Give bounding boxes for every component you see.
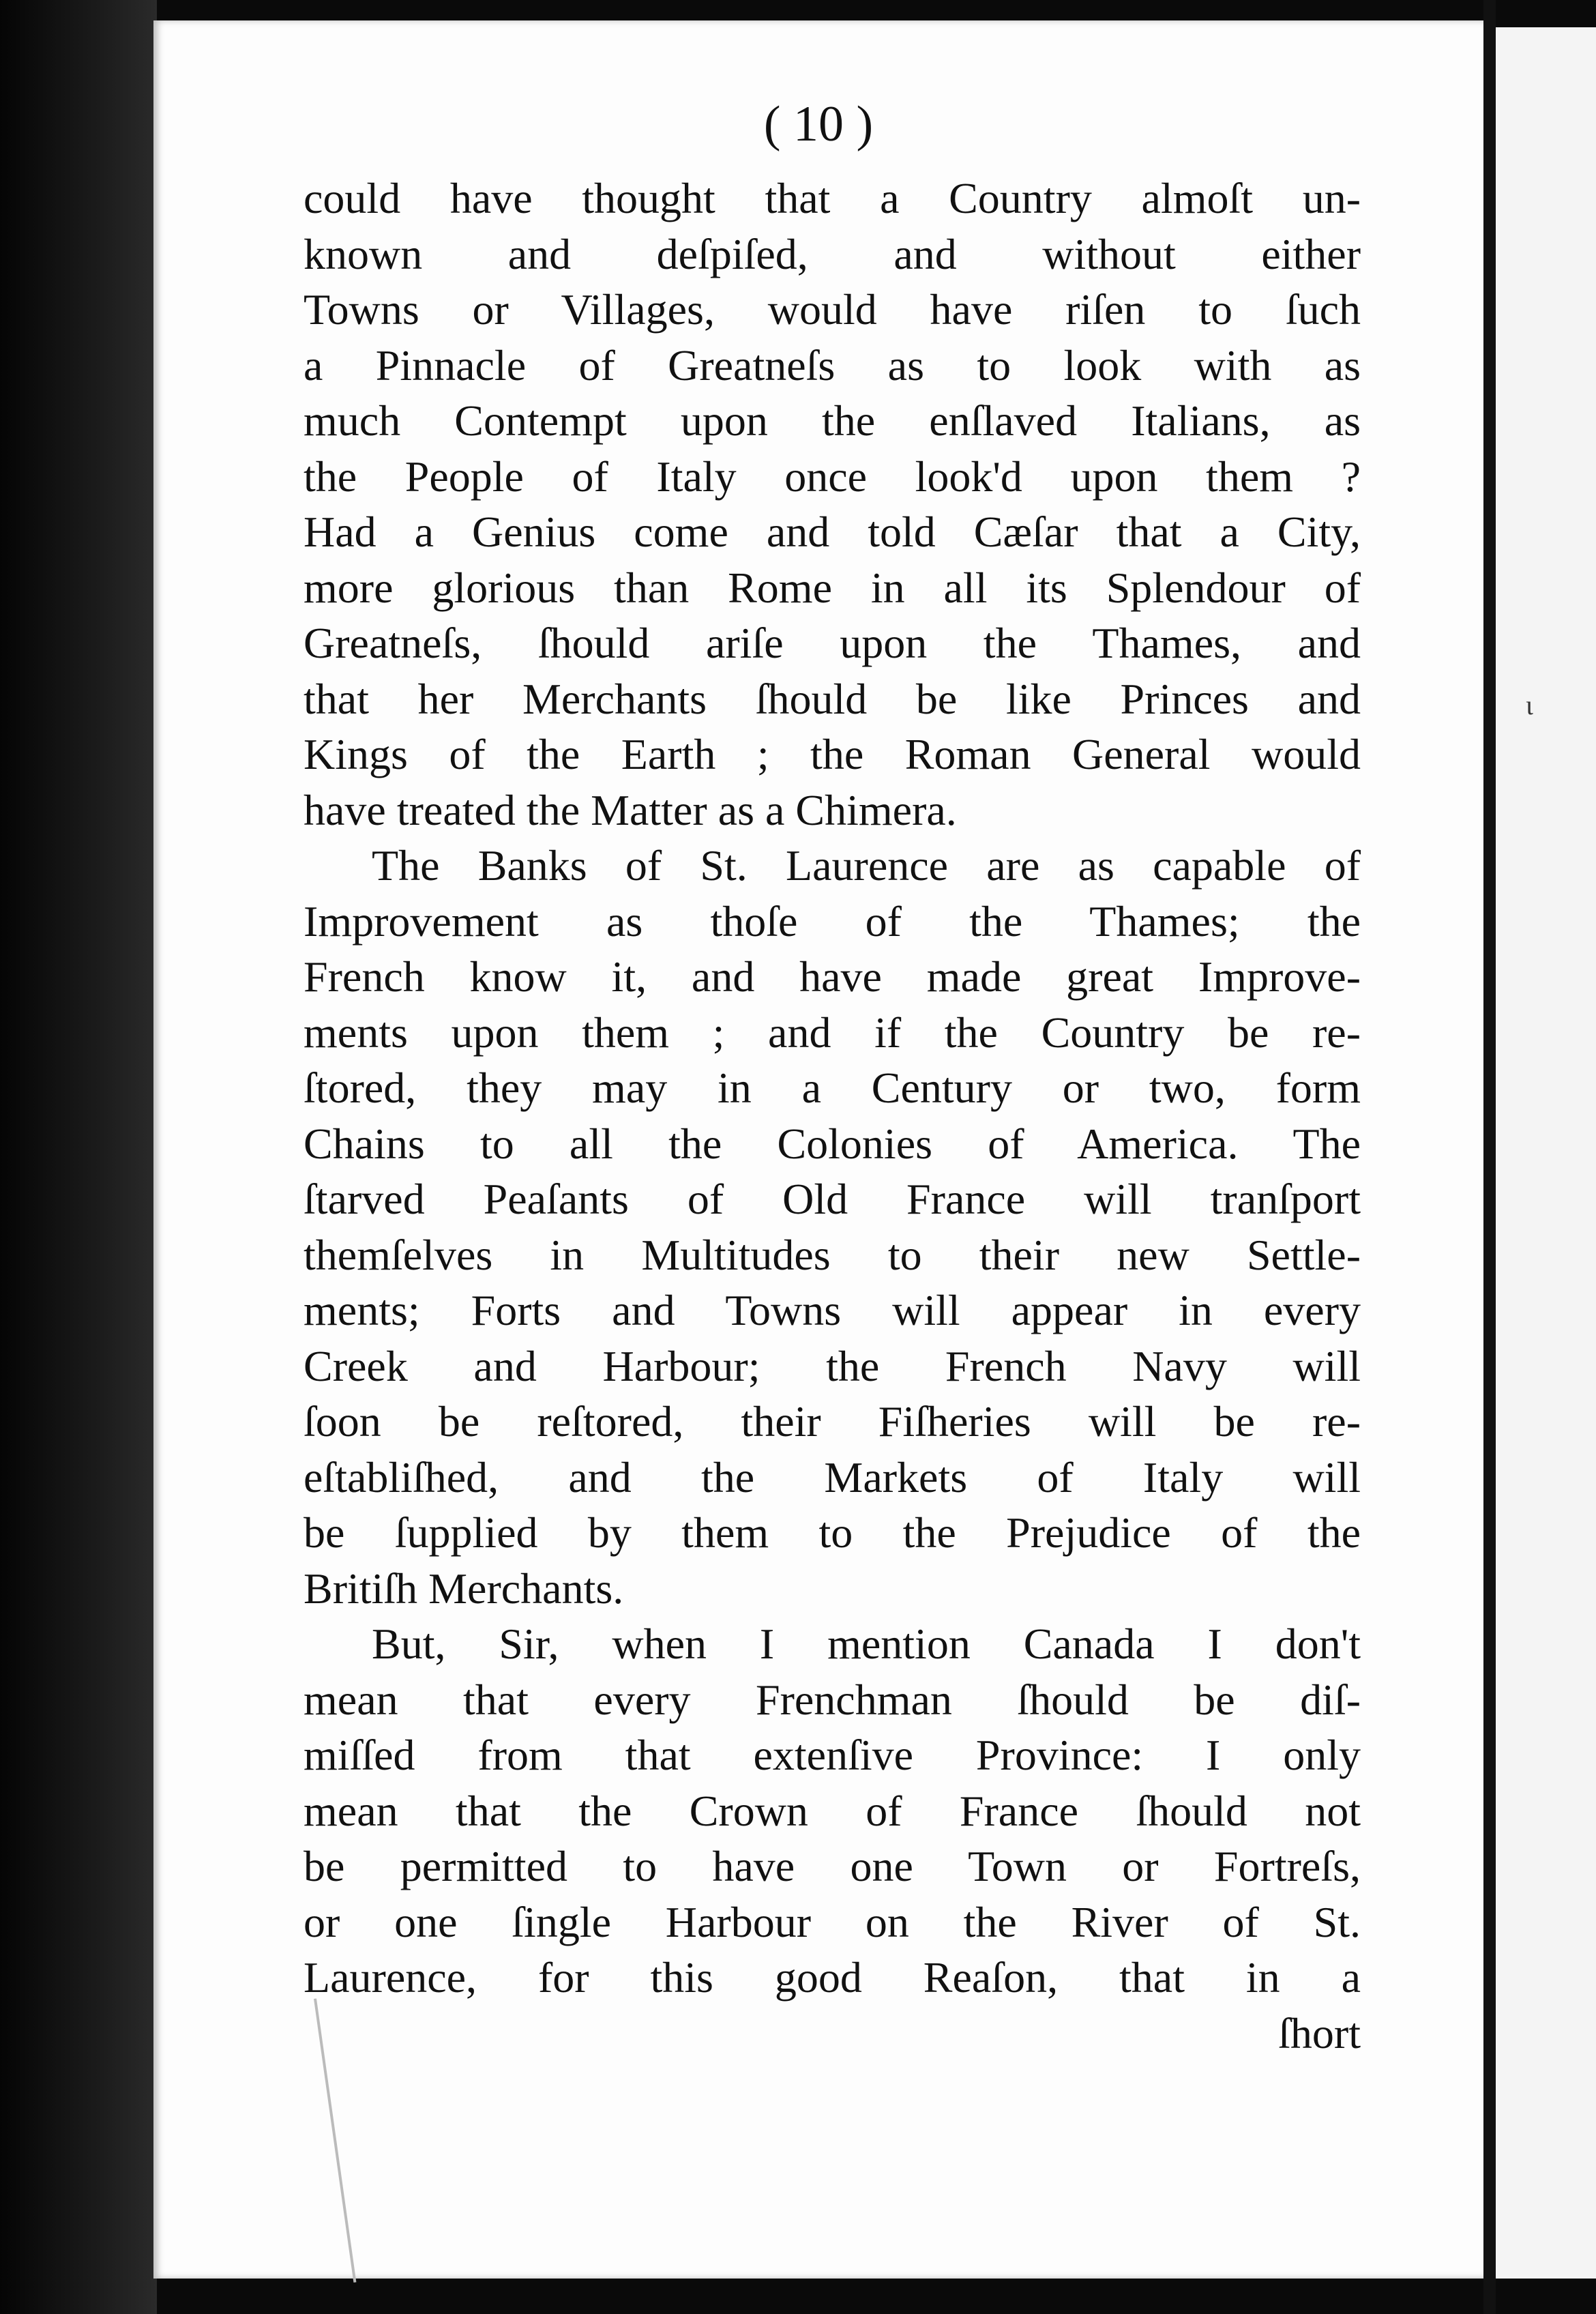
text-line: The Banks of St. Laurence are as capable of xyxy=(372,841,1361,890)
text-line: But, Sir, when I mention Canada I don't xyxy=(372,1620,1361,1668)
text-line: Britiſh Merchants. xyxy=(304,1564,624,1613)
catchword: ſhort xyxy=(1278,2008,1361,2057)
text-line: ſtored, they may in a Century or two, form xyxy=(304,1064,1361,1112)
text-line: mean that the Crown of France ſhould not xyxy=(304,1786,1361,1835)
text-line: Laurence, for this good Reaſon, that in a xyxy=(304,1953,1361,2002)
text-line: or one ſingle Harbour on the River of St. xyxy=(304,1897,1361,1946)
text-line: Had a Genius come and told Cæſar that a City, xyxy=(304,508,1361,556)
page-body-text xyxy=(304,171,1361,2061)
text-line: a Pinnacle of Greatneſs as to look with as xyxy=(304,340,1361,390)
gutter xyxy=(1483,0,1496,2314)
book-page xyxy=(153,20,1483,2279)
text-line: Kings of the Earth ; the Roman General would xyxy=(304,730,1361,778)
text-line: be permitted to have one Town or Fortreſs, xyxy=(304,1842,1361,1890)
text-line: themſelves in Multitudes to their new Settle- xyxy=(304,1230,1361,1279)
text-line: ſtarved Peaſants of Old France will tranſport xyxy=(304,1175,1361,1223)
text-line: known and deſpiſed, and without either xyxy=(304,229,1361,278)
facing-page-edge xyxy=(1496,27,1596,2279)
text-line: that her Merchants ſhould be like Princes and xyxy=(304,674,1361,723)
text-line: eſtabliſhed, and the Markets of Italy will xyxy=(304,1452,1361,1502)
text-line: be ſupplied by them to the Prejudice of the xyxy=(304,1508,1361,1557)
text-line: Towns or Villages, would have riſen to ſuch xyxy=(304,285,1361,334)
text-line: have treated the Matter as a Chimera. xyxy=(304,785,957,834)
text-line: ſoon be reſtored, their Fiſheries will be re- xyxy=(304,1397,1361,1446)
binding-shadow xyxy=(0,0,157,2314)
text-line: ments; Forts and Towns will appear in every xyxy=(304,1286,1361,1334)
text-line: ments upon them ; and if the Country be re- xyxy=(304,1008,1361,1057)
text-line: much Contempt upon the enſlaved Italians, as xyxy=(304,396,1361,445)
page-number: ( 10 ) xyxy=(763,96,874,152)
text-line: Greatneſs, ſhould ariſe upon the Thames, and xyxy=(304,619,1361,667)
text-line: Improvement as thoſe of the Thames; the xyxy=(304,896,1361,946)
text-line: the People of Italy once look'd upon them ? xyxy=(304,452,1361,501)
text-line: Creek and Harbour; the French Navy will xyxy=(304,1341,1361,1390)
text-line: could have thought that a Country almoſt un- xyxy=(304,174,1361,222)
facing-page-mark: ι xyxy=(1526,690,1533,720)
text-line: more glorious than Rome in all its Splendour of xyxy=(304,563,1361,612)
text-line: Chains to all the Colonies of America. The xyxy=(304,1119,1361,1168)
text-line: French know it, and have made great Improve- xyxy=(304,952,1361,1001)
text-line: miſſed from that extenſive Province: I only xyxy=(304,1731,1361,1779)
text-line: mean that every Frenchman ſhould be diſ- xyxy=(304,1675,1361,1724)
